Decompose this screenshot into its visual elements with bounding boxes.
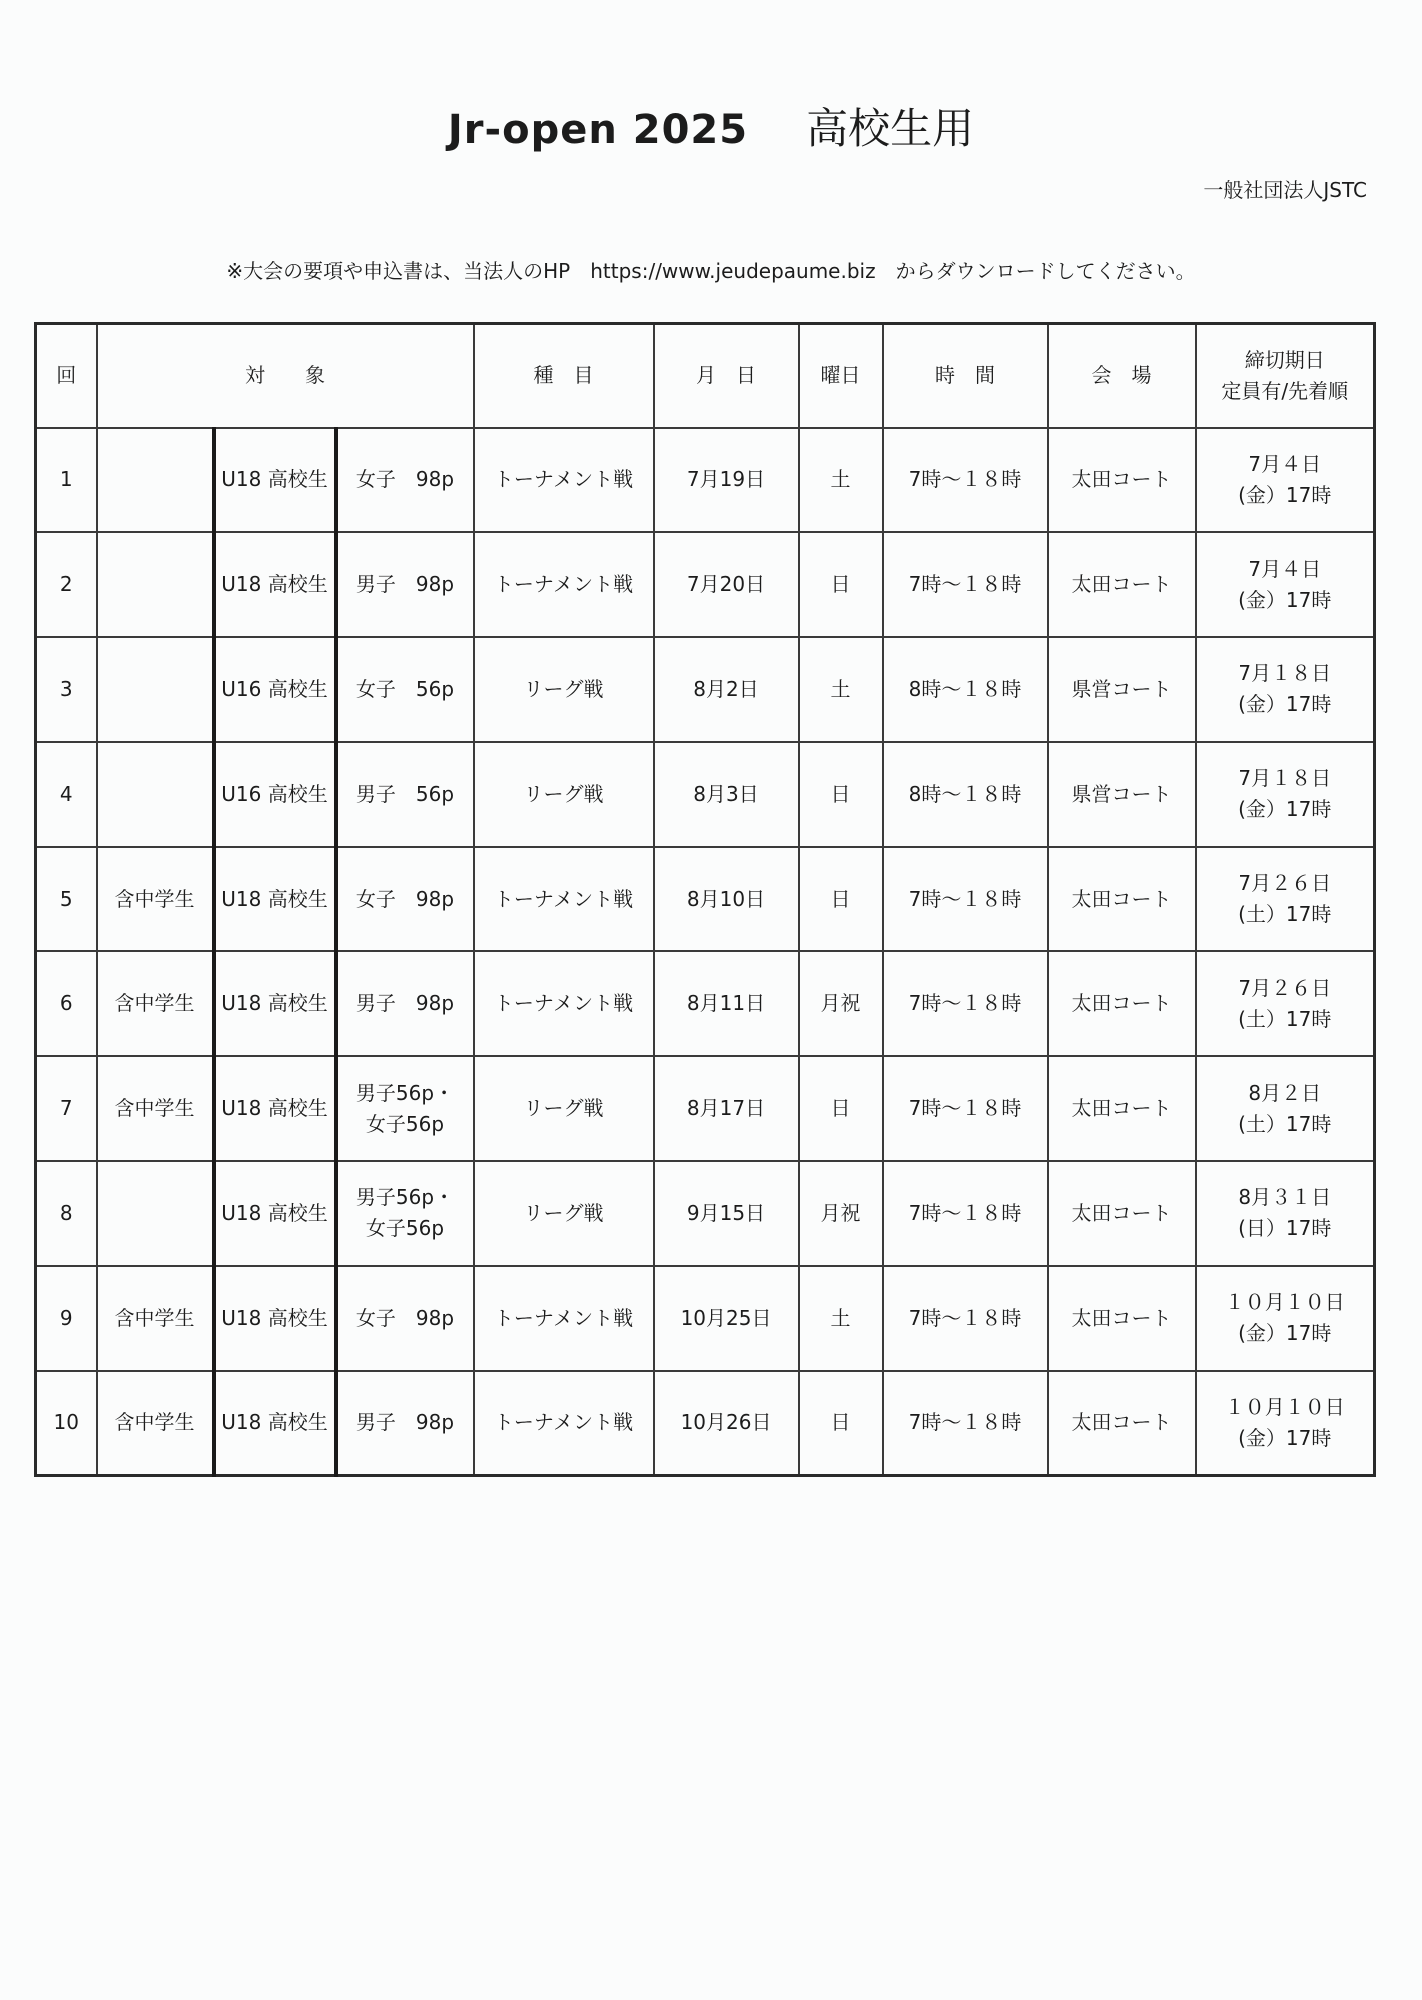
header-date: 月 日 — [654, 324, 799, 428]
event-cell: リーグ戦 — [474, 637, 654, 742]
division-cell — [336, 637, 474, 742]
round-cell: 6 — [36, 951, 97, 1056]
header-deadline — [1196, 324, 1375, 428]
target-cell: U18 高校生 — [214, 951, 336, 1056]
event-cell: トーナメント戦 — [474, 1266, 654, 1371]
deadline-cell — [1196, 532, 1375, 637]
division-line2: 女子56p — [365, 1111, 445, 1136]
title-english: Jr-open 2025 — [447, 107, 749, 153]
date-cell: 8月2日 — [654, 637, 799, 742]
table-row — [36, 951, 1375, 1056]
time-cell: 7時～１８時 — [883, 1056, 1048, 1161]
target-cell: U16 高校生 — [214, 637, 336, 742]
deadline-cell — [1196, 1266, 1375, 1371]
weekday-cell: 日 — [799, 532, 883, 637]
weekday-cell: 土 — [799, 1266, 883, 1371]
division-line1: 女子 56p — [355, 676, 455, 701]
weekday-cell: 土 — [799, 637, 883, 742]
division-line1: 女子 98p — [355, 467, 455, 492]
event-cell: トーナメント戦 — [474, 1371, 654, 1476]
date-cell: 8月11日 — [654, 951, 799, 1056]
deadline-line1: １０月１０日 — [1224, 1290, 1345, 1315]
organization-name: 一般社団法人JSTC — [1203, 178, 1367, 202]
round-cell: 2 — [36, 532, 97, 637]
weekday-cell: 日 — [799, 1371, 883, 1476]
page-title — [0, 96, 1422, 156]
round-cell: 7 — [36, 1056, 97, 1161]
note-cell: 含中学生 — [97, 1056, 214, 1161]
table-row — [36, 428, 1375, 533]
note-cell: 含中学生 — [97, 1266, 214, 1371]
deadline-line1: 7月１８日 — [1238, 661, 1332, 686]
deadline-line2: (土）17時 — [1238, 902, 1332, 927]
division-line1: 女子 98p — [355, 886, 455, 911]
deadline-line2: (金）17時 — [1238, 587, 1332, 612]
venue-cell: 県営コート — [1048, 742, 1196, 847]
deadline-line1: 8月２日 — [1248, 1080, 1322, 1105]
deadline-cell — [1196, 1371, 1375, 1476]
deadline-line2: (日）17時 — [1238, 1216, 1332, 1241]
deadline-line1: 7月４日 — [1248, 556, 1322, 581]
division-line1: 男子 98p — [355, 572, 455, 597]
event-cell: リーグ戦 — [474, 1161, 654, 1266]
deadline-line2: (金）17時 — [1238, 1425, 1332, 1450]
division-cell — [336, 951, 474, 1056]
table-row — [36, 847, 1375, 952]
event-cell: トーナメント戦 — [474, 532, 654, 637]
deadline-line2: (土）17時 — [1238, 1006, 1332, 1031]
time-cell: 7時～１８時 — [883, 1371, 1048, 1476]
schedule-table — [34, 322, 1376, 1477]
deadline-line1: 7月２６日 — [1238, 975, 1332, 1000]
time-cell: 7時～１８時 — [883, 532, 1048, 637]
deadline-cell — [1196, 742, 1375, 847]
deadline-line2: (金）17時 — [1238, 692, 1332, 717]
deadline-line2: (金）17時 — [1238, 797, 1332, 822]
division-cell — [336, 847, 474, 952]
header-time: 時 間 — [883, 324, 1048, 428]
header-weekday: 曜日 — [799, 324, 883, 428]
division-cell — [336, 532, 474, 637]
target-cell: U18 高校生 — [214, 1266, 336, 1371]
deadline-line1: 7月１８日 — [1238, 766, 1332, 791]
note-cell: 含中学生 — [97, 1371, 214, 1476]
time-cell: 8時～１８時 — [883, 637, 1048, 742]
round-cell: 1 — [36, 428, 97, 533]
date-cell: 10月25日 — [654, 1266, 799, 1371]
deadline-cell — [1196, 951, 1375, 1056]
division-cell — [336, 1056, 474, 1161]
header-target: 対 象 — [97, 324, 474, 428]
event-cell: トーナメント戦 — [474, 428, 654, 533]
venue-cell: 太田コート — [1048, 951, 1196, 1056]
note-cell — [97, 532, 214, 637]
deadline-cell — [1196, 637, 1375, 742]
deadline-line1: 7月４日 — [1248, 451, 1322, 476]
weekday-cell: 日 — [799, 1056, 883, 1161]
target-cell: U18 高校生 — [214, 428, 336, 533]
note-cell — [97, 428, 214, 533]
venue-cell: 太田コート — [1048, 428, 1196, 533]
target-cell: U18 高校生 — [214, 532, 336, 637]
weekday-cell: 日 — [799, 847, 883, 952]
deadline-line1: １０月１０日 — [1224, 1394, 1345, 1419]
weekday-cell: 月祝 — [799, 951, 883, 1056]
target-cell: U18 高校生 — [214, 1161, 336, 1266]
target-cell: U18 高校生 — [214, 847, 336, 952]
table-row — [36, 532, 1375, 637]
table-header-row — [36, 324, 1375, 428]
date-cell: 8月3日 — [654, 742, 799, 847]
time-cell: 7時～１８時 — [883, 951, 1048, 1056]
division-line1: 男子56p・ — [355, 1080, 455, 1105]
date-cell: 10月26日 — [654, 1371, 799, 1476]
weekday-cell: 日 — [799, 742, 883, 847]
table-row — [36, 637, 1375, 742]
time-cell: 7時～１８時 — [883, 1266, 1048, 1371]
note-cell — [97, 1161, 214, 1266]
division-line1: 女子 98p — [355, 1305, 455, 1330]
weekday-cell: 月祝 — [799, 1161, 883, 1266]
deadline-line2: (土）17時 — [1238, 1111, 1332, 1136]
deadline-line1: 8月３１日 — [1238, 1185, 1332, 1210]
table-row — [36, 1056, 1375, 1161]
date-cell: 7月20日 — [654, 532, 799, 637]
table-row — [36, 1371, 1375, 1476]
time-cell: 7時～１８時 — [883, 428, 1048, 533]
target-cell: U18 高校生 — [214, 1056, 336, 1161]
note-cell: 含中学生 — [97, 951, 214, 1056]
header-round: 回 — [36, 324, 97, 428]
division-cell — [336, 1266, 474, 1371]
title-japanese: 高校生用 — [806, 104, 975, 153]
download-notice: ※大会の要項や申込書は、当法人のHP https://www.jeudepaume.biz からダウンロードしてください。 — [226, 259, 1196, 283]
header-deadline-line1: 締切期日 — [1244, 347, 1325, 372]
event-cell: トーナメント戦 — [474, 951, 654, 1056]
deadline-cell — [1196, 1056, 1375, 1161]
deadline-cell — [1196, 1161, 1375, 1266]
date-cell: 9月15日 — [654, 1161, 799, 1266]
time-cell: 7時～１８時 — [883, 847, 1048, 952]
header-event: 種 目 — [474, 324, 654, 428]
venue-cell: 太田コート — [1048, 1371, 1196, 1476]
deadline-line2: (金）17時 — [1238, 1321, 1332, 1346]
time-cell: 8時～１８時 — [883, 742, 1048, 847]
venue-cell: 太田コート — [1048, 1056, 1196, 1161]
venue-cell: 太田コート — [1048, 532, 1196, 637]
division-line1: 男子 56p — [355, 781, 455, 806]
deadline-line1: 7月２６日 — [1238, 871, 1332, 896]
round-cell: 5 — [36, 847, 97, 952]
target-cell: U18 高校生 — [214, 1371, 336, 1476]
header-venue: 会 場 — [1048, 324, 1196, 428]
round-cell: 4 — [36, 742, 97, 847]
deadline-cell — [1196, 428, 1375, 533]
deadline-cell — [1196, 847, 1375, 952]
date-cell: 7月19日 — [654, 428, 799, 533]
date-cell: 8月10日 — [654, 847, 799, 952]
round-cell: 10 — [36, 1371, 97, 1476]
venue-cell: 太田コート — [1048, 1161, 1196, 1266]
note-cell — [97, 742, 214, 847]
table-row — [36, 1266, 1375, 1371]
division-line1: 男子56p・ — [355, 1185, 455, 1210]
event-cell: リーグ戦 — [474, 1056, 654, 1161]
date-cell: 8月17日 — [654, 1056, 799, 1161]
weekday-cell: 土 — [799, 428, 883, 533]
division-line1: 男子 98p — [355, 991, 455, 1016]
venue-cell: 県営コート — [1048, 637, 1196, 742]
note-cell: 含中学生 — [97, 847, 214, 952]
note-cell — [97, 637, 214, 742]
event-cell: リーグ戦 — [474, 742, 654, 847]
division-line1: 男子 98p — [355, 1410, 455, 1435]
division-cell — [336, 1371, 474, 1476]
round-cell: 3 — [36, 637, 97, 742]
venue-cell: 太田コート — [1048, 1266, 1196, 1371]
division-line2: 女子56p — [365, 1216, 445, 1241]
target-cell: U16 高校生 — [214, 742, 336, 847]
table-row — [36, 742, 1375, 847]
header-deadline-line2: 定員有/先着順 — [1221, 378, 1349, 403]
round-cell: 8 — [36, 1161, 97, 1266]
table-row — [36, 1161, 1375, 1266]
deadline-line2: (金）17時 — [1238, 482, 1332, 507]
division-cell — [336, 428, 474, 533]
round-cell: 9 — [36, 1266, 97, 1371]
division-cell — [336, 1161, 474, 1266]
event-cell: トーナメント戦 — [474, 847, 654, 952]
division-cell — [336, 742, 474, 847]
time-cell: 7時～１８時 — [883, 1161, 1048, 1266]
venue-cell: 太田コート — [1048, 847, 1196, 952]
